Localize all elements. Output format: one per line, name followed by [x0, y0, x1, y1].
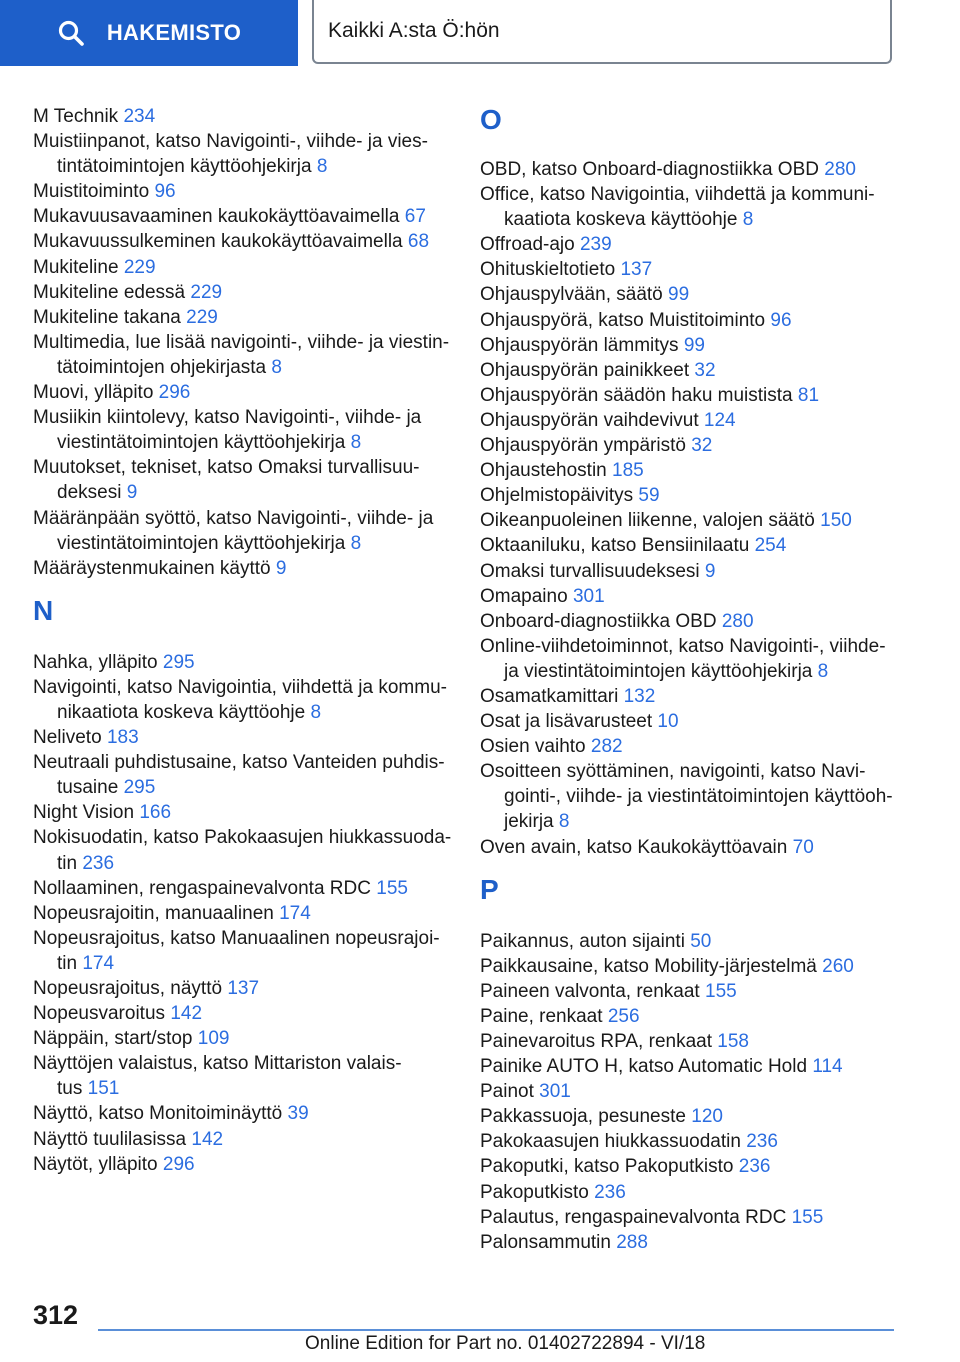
entry-text: Näyttö tuulilasissa — [33, 1128, 187, 1150]
entry-text: Osamatkamittari — [480, 685, 619, 707]
page-link[interactable]: 229 — [186, 306, 218, 328]
index-column-right — [480, 104, 900, 1255]
entry-text: Ohjauspyörän lämmitys — [480, 334, 679, 356]
page-link[interactable]: 301 — [572, 585, 605, 607]
entry-text: Pakkassuoja, pesuneste — [480, 1106, 686, 1128]
page-link[interactable]: 8 — [742, 209, 754, 231]
index-entry — [480, 308, 900, 333]
entry-text: Ohjaustehostin — [480, 460, 607, 482]
page-link[interactable]: 10 — [657, 711, 679, 733]
entry-text: Mukiteline — [33, 256, 119, 278]
entry-text: Night Vision — [33, 802, 135, 824]
entry-text: Nokisuodatin, katso Pakokaasujen hiukkassuoda- — [33, 827, 452, 849]
index-entry — [480, 182, 900, 232]
page-link[interactable]: 295 — [123, 777, 156, 799]
entry-text: Ohjauspyörän ympäristö — [480, 435, 686, 457]
entry-text: OBD, katso Onboard-diagnostiikka OBD — [480, 159, 819, 180]
page-link[interactable]: 114 — [812, 1056, 843, 1078]
page-link[interactable]: 236 — [594, 1181, 626, 1203]
index-entry — [480, 257, 900, 282]
index-entry — [480, 1154, 900, 1179]
entry-text: tätoimintojen ohjekirjasta — [57, 356, 267, 378]
entry-text: Näppäin, start/stop — [33, 1028, 193, 1050]
entry-text: tusaine — [57, 777, 119, 799]
index-entry — [480, 1079, 900, 1104]
entry-text: Ohjauspyörän säädön haku muistista — [480, 384, 793, 406]
entry-text: Office, katso Navigointia, viihdettä ja kommuni- — [480, 184, 875, 206]
index-entry — [33, 1101, 453, 1126]
page-link[interactable]: 155 — [376, 877, 408, 899]
page-link[interactable]: 155 — [791, 1206, 824, 1228]
entry-text: Paine, renkaat — [480, 1005, 603, 1027]
entry-text: Neutraali puhdistusaine, katso Vanteiden puhdis- — [33, 752, 445, 774]
entry-text: Oikeanpuoleinen liikenne, valojen säätö — [480, 510, 815, 532]
index-entry — [33, 280, 453, 305]
index-entry — [33, 405, 453, 455]
search-icon — [57, 19, 85, 47]
page-link[interactable]: 166 — [139, 802, 172, 824]
page-link[interactable]: 239 — [579, 234, 612, 256]
entry-text: Ohjauspyörän vaihdevivut — [480, 409, 699, 431]
index-entry — [33, 204, 453, 229]
page-link[interactable]: 9 — [126, 482, 138, 504]
page-link[interactable]: 288 — [616, 1231, 648, 1253]
page-link[interactable]: 8 — [271, 356, 282, 378]
index-entry — [33, 1152, 453, 1177]
header — [0, 0, 960, 66]
page-link[interactable]: 39 — [287, 1103, 309, 1125]
page-link[interactable]: 32 — [691, 435, 713, 457]
entry-text: Omapaino — [480, 585, 568, 607]
page-link[interactable]: 8 — [316, 156, 328, 178]
index-entry — [480, 1054, 900, 1079]
page-link[interactable]: 68 — [407, 231, 430, 253]
entry-text: Navigointi, katso Navigointia, viihdettä ja kommu- — [33, 676, 447, 698]
index-entry — [33, 750, 453, 800]
index-entry — [33, 825, 453, 875]
entry-text: Pakoputki, katso Pakoputkisto — [480, 1156, 734, 1178]
page-link[interactable]: 132 — [623, 685, 656, 707]
index-entry — [480, 1129, 900, 1154]
index-entry — [480, 358, 900, 383]
entry-text: Näyttö, katso Monitoiminäyttö — [33, 1103, 283, 1125]
page-link[interactable]: 70 — [792, 836, 814, 858]
entry-text: tin — [57, 852, 78, 874]
entry-text: Offroad-ajo — [480, 234, 575, 256]
entry-text: viestintätoimintojen käyttöohjekirja — [57, 432, 346, 454]
page-link[interactable]: 185 — [612, 460, 644, 482]
page-link[interactable]: 96 — [770, 309, 792, 331]
index-entry — [33, 380, 453, 405]
page-link[interactable]: 229 — [190, 281, 223, 303]
page-link[interactable]: 296 — [162, 1153, 195, 1175]
entry-text: Muistiinpanot, katso Navigointi-, viihde- ja vies- — [33, 131, 428, 153]
entry-text: Nollaaminen, rengaspainevalvonta RDC — [33, 877, 371, 899]
entry-text: Neliveto — [33, 727, 102, 749]
entry-text: Omaksi turvallisuudeksesi — [480, 560, 700, 582]
index-entry — [480, 232, 900, 257]
index-entry — [480, 157, 900, 182]
index-entry — [33, 650, 453, 675]
entries-group-n — [33, 650, 453, 1177]
entry-text: jekirja — [504, 811, 554, 833]
page-link[interactable]: 99 — [668, 284, 690, 306]
index-tab-button[interactable] — [0, 0, 298, 66]
entry-text: Osat ja lisävarusteet — [480, 711, 653, 733]
page-link[interactable]: 254 — [754, 535, 787, 557]
entries-group-o — [480, 157, 900, 860]
page-link[interactable]: 256 — [607, 1005, 640, 1027]
index-entry — [33, 926, 453, 976]
entries-group-m — [33, 104, 453, 581]
index-entry — [480, 609, 900, 634]
entry-text: Määräystenmukainen käyttö — [33, 557, 271, 579]
index-entry — [33, 675, 453, 725]
index-entry — [480, 508, 900, 533]
index-entry — [480, 282, 900, 307]
index-entry — [480, 979, 900, 1004]
entry-text: Pakokaasujen hiukkassuodatin — [480, 1131, 741, 1153]
index-entry — [480, 483, 900, 508]
index-entry — [480, 1205, 900, 1230]
index-entry — [33, 255, 453, 280]
page-link[interactable]: 8 — [817, 660, 829, 682]
entry-text: Muovi, ylläpito — [33, 382, 154, 404]
section-title: Kaikki A:sta Ö:hön — [328, 19, 500, 42]
entry-text: deksesi — [57, 482, 122, 504]
entry-text: Mukiteline edessä — [33, 281, 186, 303]
index-entry — [480, 584, 900, 609]
entry-text: Musiikin kiintolevy, katso Navigointi-, viihde- ja — [33, 407, 422, 429]
entry-text: Online-viihdetoiminnot, katso Navigointi-, viihde- — [480, 635, 886, 657]
entry-text: Mukiteline takana — [33, 306, 181, 328]
index-entry — [480, 1029, 900, 1054]
index-entry — [480, 408, 900, 433]
index-entry — [480, 759, 900, 834]
index-entry — [33, 901, 453, 926]
footer-divider — [98, 1329, 894, 1331]
page-link[interactable]: 109 — [197, 1028, 230, 1050]
entry-text: Osien vaihto — [480, 736, 586, 758]
page-link[interactable]: 67 — [404, 206, 426, 228]
entry-text: Ohjauspyörän painikkeet — [480, 359, 690, 381]
page-link[interactable]: 120 — [691, 1106, 723, 1128]
page-link[interactable]: 8 — [350, 432, 362, 454]
index-entry — [480, 1104, 900, 1129]
page-link[interactable]: 32 — [694, 359, 716, 381]
page-link[interactable]: 142 — [191, 1128, 224, 1150]
index-entry — [33, 129, 453, 179]
page-link[interactable]: 155 — [705, 980, 737, 1002]
entry-text: tin — [57, 952, 78, 974]
index-entry — [480, 559, 900, 584]
index-entry — [33, 1026, 453, 1051]
index-entry — [33, 305, 453, 330]
index-entry — [480, 1180, 900, 1205]
entry-text: Nopeusvaroitus — [33, 1003, 166, 1025]
entry-text: Osoitteen syöttäminen, navigointi, katso Navi- — [480, 761, 866, 783]
page-link[interactable]: 296 — [158, 382, 191, 404]
entry-text: Ohjelmistopäivitys — [480, 485, 634, 507]
page-link[interactable]: 174 — [82, 952, 115, 974]
index-entry — [480, 433, 900, 458]
page-link[interactable]: 50 — [690, 930, 712, 952]
index-entry — [480, 533, 900, 558]
page-link[interactable]: 150 — [820, 510, 852, 532]
index-entry — [480, 684, 900, 709]
index-entry — [480, 734, 900, 759]
index-entry — [33, 229, 453, 254]
index-entry — [480, 383, 900, 408]
page-link[interactable]: 236 — [746, 1131, 778, 1153]
entry-text: Nopeusrajoitin, manuaalinen — [33, 902, 274, 924]
entry-text: Nopeusrajoitus, katso Manuaalinen nopeusrajoi- — [33, 927, 440, 949]
entry-text: kaatiota koskeva käyttöohje — [504, 209, 738, 231]
entry-text: Muistitoiminto — [33, 181, 150, 203]
index-entry — [33, 800, 453, 825]
page-number: 312 — [33, 1300, 79, 1330]
index-entry — [33, 1127, 453, 1152]
page-link[interactable]: 236 — [82, 852, 115, 874]
entry-text: Ohjauspylvään, säätö — [480, 284, 663, 306]
page-link[interactable]: 282 — [590, 736, 623, 758]
index-column-left — [33, 104, 453, 1177]
index-entry — [33, 104, 453, 129]
entry-text: Palautus, rengaspainevalvonta RDC — [480, 1206, 787, 1228]
index-entry — [33, 506, 453, 556]
entry-text: ja viestintätoimintojen käyttöohjekirja — [504, 660, 813, 682]
page-link[interactable]: 96 — [154, 181, 176, 203]
section-title-tab[interactable] — [312, 0, 892, 64]
entry-text: tintätoimintojen käyttöohjekirja — [57, 156, 312, 178]
index-entry — [33, 876, 453, 901]
entry-text: Näyttöjen valaistus, katso Mittariston valais- — [33, 1053, 402, 1075]
page-link[interactable]: 236 — [738, 1156, 771, 1178]
page-link[interactable]: 9 — [704, 560, 716, 582]
index-entry — [480, 835, 900, 860]
page-link[interactable]: 81 — [797, 384, 820, 406]
entry-text: Ohituskieltotieto — [480, 259, 616, 281]
entry-text: Paineen valvonta, renkaat — [480, 980, 700, 1002]
entry-text: Oktaaniluku, katso Bensiinilaatu — [480, 535, 750, 557]
index-entry — [480, 709, 900, 734]
index-entry — [33, 455, 453, 505]
index-entry — [480, 929, 900, 954]
page-link[interactable]: 280 — [721, 610, 754, 632]
entry-text: M Technik — [33, 106, 119, 127]
page-link[interactable]: 124 — [703, 409, 736, 431]
entry-text: gointi-, viihde- ja viestintätoimintojen käyttöoh- — [504, 786, 893, 808]
page-link[interactable]: 260 — [822, 955, 854, 977]
index-entry — [33, 976, 453, 1001]
entry-text: Mukavuusavaaminen kaukokäyttöavaimella — [33, 206, 400, 228]
page-link[interactable]: 137 — [620, 259, 653, 281]
entry-text: Painike AUTO H, katso Automatic Hold — [480, 1056, 808, 1078]
entry-text: Pakoputkisto — [480, 1181, 589, 1203]
index-entry — [33, 330, 453, 380]
page-link[interactable]: 183 — [106, 727, 139, 749]
index-entry — [33, 1051, 453, 1101]
page-link[interactable]: 9 — [275, 557, 287, 579]
entry-text: Ohjauspyörä, katso Muistitoiminto — [480, 309, 766, 331]
entry-text: Nahka, ylläpito — [33, 651, 158, 673]
index-entry — [480, 954, 900, 979]
page-link[interactable]: 59 — [638, 485, 660, 507]
entry-text: nikaatiota koskeva käyttöohje — [57, 701, 306, 723]
index-entry — [33, 1001, 453, 1026]
page-link[interactable]: 229 — [123, 256, 156, 278]
index-entry — [33, 179, 453, 204]
page-link[interactable]: 280 — [824, 159, 856, 180]
page-link[interactable]: 142 — [170, 1003, 203, 1025]
index-entry — [480, 333, 900, 358]
entry-text: Muutokset, tekniset, katso Omaksi turvallisuu- — [33, 457, 420, 479]
letter-heading-p: P — [480, 873, 499, 905]
index-entry — [33, 556, 453, 581]
entry-text: Palonsammutin — [480, 1231, 611, 1253]
entry-text: Multimedia, lue lisää navigointi-, viihde- ja viestin- — [33, 331, 450, 353]
letter-heading-o: O — [480, 104, 502, 135]
entry-text: Nopeusrajoitus, näyttö — [33, 978, 223, 999]
edition-footer: Online Edition for Part no. 01402722894 - VI/18 — [305, 1333, 706, 1354]
entry-text: viestintätoimintojen käyttöohjekirja — [57, 532, 346, 554]
entry-text: tus — [57, 1078, 83, 1100]
entry-text: Oven avain, katso Kaukokäyttöavain — [480, 836, 788, 858]
entry-text: Paikkausaine, katso Mobility-järjestelmä — [480, 955, 817, 977]
page-link[interactable]: 158 — [717, 1031, 749, 1052]
page-link[interactable]: 174 — [279, 902, 311, 924]
page-link[interactable]: 99 — [683, 334, 705, 356]
page-link[interactable]: 234 — [123, 106, 156, 127]
entry-text: Onboard-diagnostiikka OBD — [480, 610, 717, 632]
entry-text: Painevaroitus RPA, renkaat — [480, 1031, 712, 1052]
index-entry — [480, 1230, 900, 1255]
entry-text: Määränpään syöttö, katso Navigointi-, viihde- ja — [33, 507, 434, 529]
index-entry — [480, 1004, 900, 1029]
index-entry — [480, 458, 900, 483]
index-tab-label: HAKEMISTO — [106, 20, 242, 45]
entries-group-p — [480, 929, 900, 1255]
index-entry — [480, 634, 900, 684]
letter-heading-n: N — [33, 594, 54, 626]
page-link[interactable]: 301 — [539, 1081, 571, 1103]
page-link[interactable]: 295 — [162, 651, 195, 673]
entry-text: Paikannus, auton sijainti — [480, 930, 685, 952]
index-entry — [33, 725, 453, 750]
page-link[interactable]: 8 — [558, 811, 570, 833]
entry-text: Painot — [480, 1081, 534, 1103]
entry-text: Mukavuussulkeminen kaukokäyttöavaimella — [33, 231, 403, 253]
page-link[interactable]: 8 — [310, 701, 322, 723]
page-link[interactable]: 151 — [87, 1078, 120, 1100]
page-link[interactable]: 8 — [350, 532, 362, 554]
entry-text: Näytöt, ylläpito — [33, 1153, 158, 1175]
page-link[interactable]: 137 — [227, 978, 260, 999]
